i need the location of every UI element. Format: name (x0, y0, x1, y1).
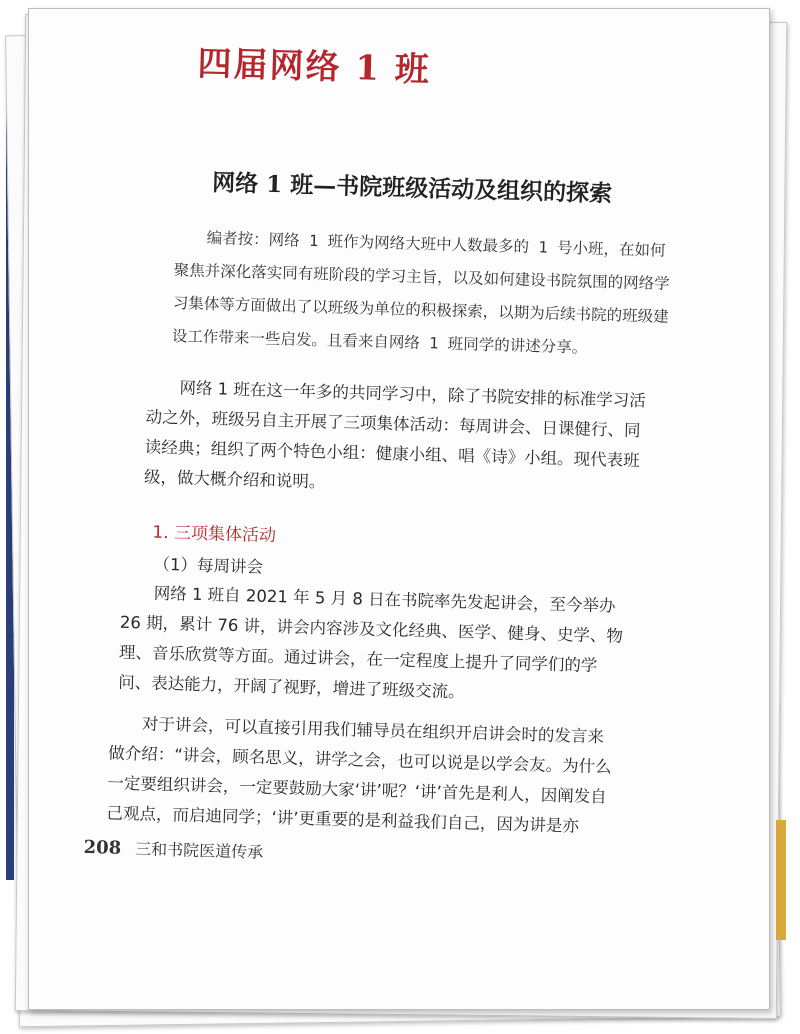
body-paragraph: 对于讲会，可以直接引用我们辅导员在组织开启讲会时的发言来做介绍：“讲会，顾名思义，讲学之会，也可以说是以学会友。为什么一定要组织讲会，一定要鼓励大家‘讲’呢？‘讲’首先是利人，因阐发自己观点，而启迪同学；‘讲’更重要的是利益我们自己，因为讲是亦 (106, 714, 612, 836)
body-paragraph: 网络 1 班自 2021 年 5 月 8 日在书院率先发起讲会，至今举办 26 期，累计 76 讲，讲会内容涉及文化经典、医学、健身、史学、物理、音乐欣赏等方面。通过讲会，在一定程度上提升了同学们的学问、表达能力，开阔了视野，增进了班级交流。 (117, 583, 624, 702)
article-title: 网络 1 班—书院班级活动及组织的探索 (211, 169, 613, 208)
back-cover-edge (776, 820, 786, 940)
book-page (28, 8, 770, 1010)
page-footer (83, 835, 263, 863)
editor-note: 编者按：网络 1 班作为网络大班中人数最多的 1 号小班，在如何聚焦并深化落实同有班阶段的学习主旨，以及如何建设书院氛围的网络学习集体等方面做出了以班级为单位的积极探索，以期为后续书院的班级建设工作带来一些启发。且看来自网络 1 班同学的讲述分享。 (171, 229, 670, 357)
page-number: 208 (83, 836, 122, 859)
intro-paragraph: 网络 1 班在这一年多的共同学习中，除了书院安排的标准学习活动之外，班级另自主开展了三项集体活动：每周讲会、日课健行、同读经典；组织了两个特色小组：健康小组、唱《诗》小组。现代表班级，做大概介绍和说明。 (143, 378, 647, 492)
book-title: 三和书院医道传承 (134, 839, 264, 862)
subsection-heading: （1）每周讲会 (153, 554, 264, 577)
class-title: 四届网络 1 班 (196, 43, 432, 91)
section-heading: 1. 三项集体活动 (152, 522, 277, 547)
page-content (28, 9, 769, 1010)
